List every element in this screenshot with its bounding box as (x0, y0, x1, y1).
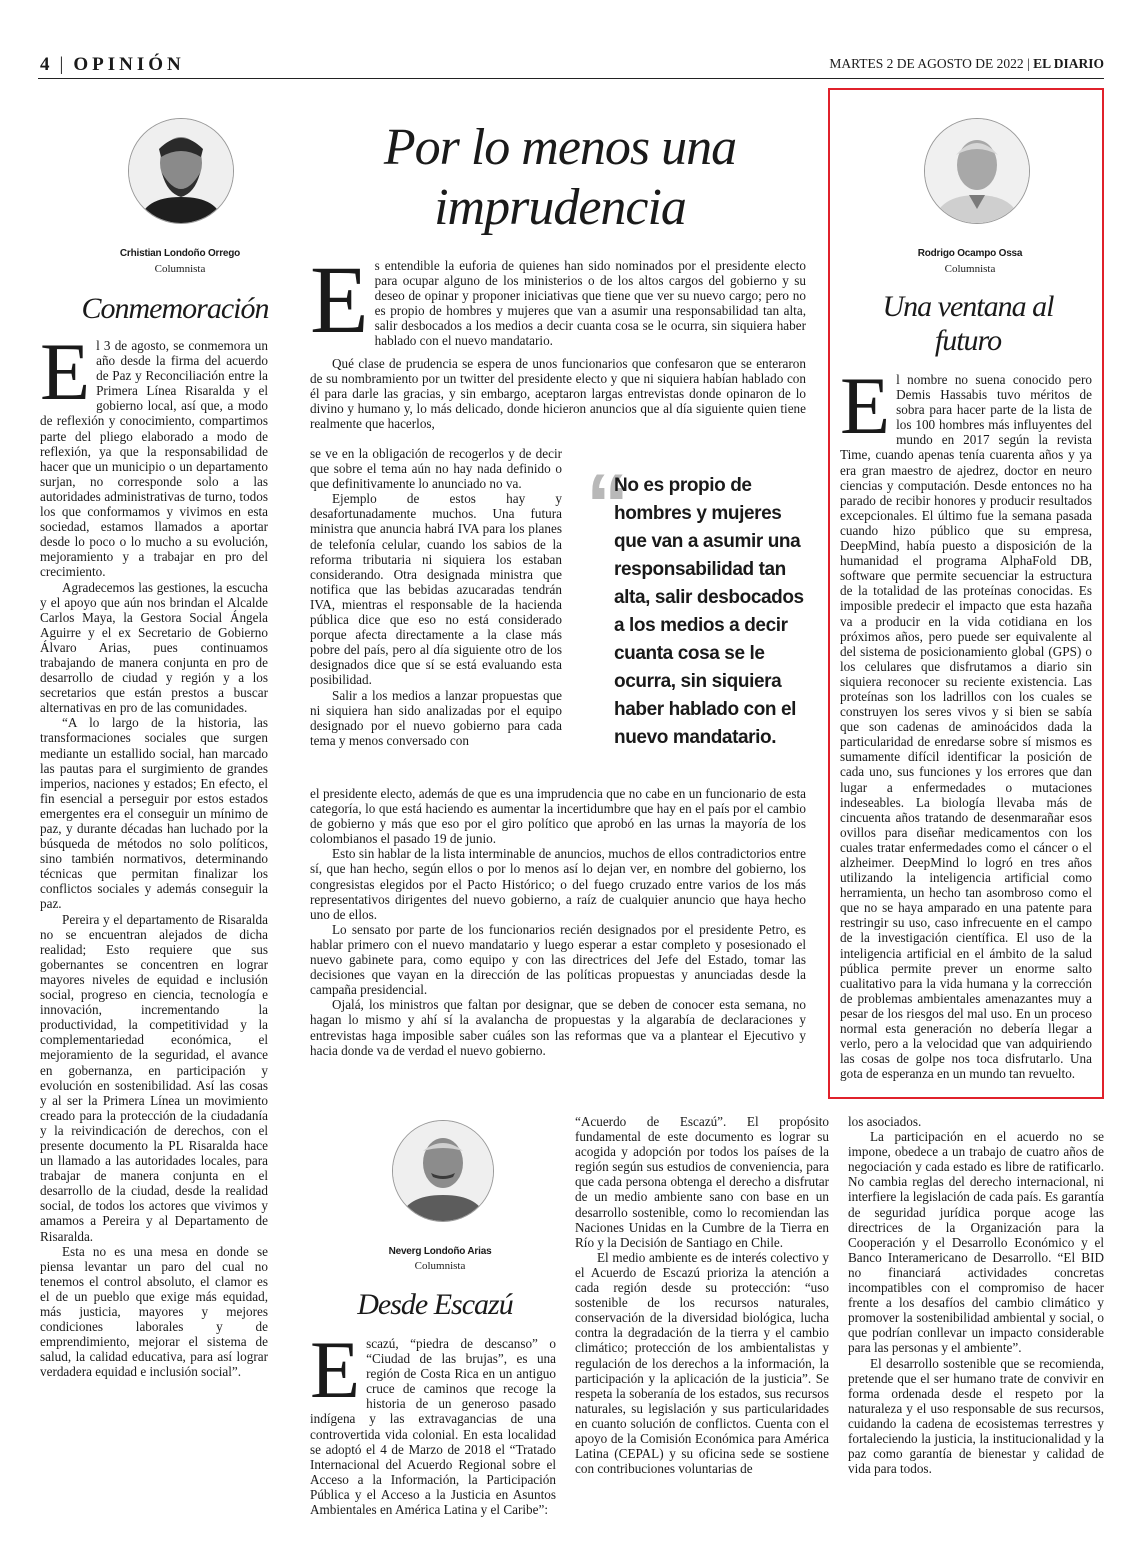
paragraph: “Acuerdo de Escazú”. El propósito fundamental de este documento es lograr su acogida y adopción por todos los países de la región según sus estudios de conveniencia, para que cada persona obtenga el derecho a disfrutar de un medio ambiente sano con base en un desarrollo sostenible, como lo recomiendan las Naciones Unidas en la Cumbre de la Tierra en Río y la Decisión de Santiago en Chile. (575, 1114, 829, 1250)
paragraph: “A lo largo de la historia, las transformaciones sociales que surgen mediante un estallido social, han marcado las pautas para el surgimiento de grandes imperios, naciones y estados; En efecto, el fin esencial a perseguir por estos estados emergentes era el conseguir un mínimo de paz, y durante décadas han luchado por la búsqueda de métodos no solo políticos, sino también normativos, determinando técnicas que permitan finalizar los conflictos sociales y además conseguir la paz. (40, 715, 268, 912)
paragraph: Agradecemos las gestiones, la escucha y el apoyo que aún nos brindan el Alcalde Carlos Maya, la Gestora Social Ángela Aguirre y el ex Secretario de Gobierno Álvaro Arias, pues continuamos trabajando de manera conjunta en pro de desarrollo de ciudad y región y a los secretarios que están prestos a buscar alternativas en pro de las comunidades. (40, 579, 268, 716)
main-article-narrow-column: se ve en la obligación de recogerlos y de decir que sobre el tema aún no hay nada definido o que definitivamente lo anunciado no va. Ejemplo de estos hay y desafortunadamente muchos. Una futura ministra que anuncia habrá IVA para los planes de telefonía celular, cuando los sabios de la reforma tributaria ni siquiera los estaban considerando. Otra designada ministra que notifica que las bebidas azucaradas tendrán IVA, mientras el responsable de la hacienda pública dice que eso no está considerado porque afecta directamente a la clase más pobre del país, pero al día siguiente otro de los designados dice que sí se está evaluando esta posibilidad. Salir a los medios a lanzar propuestas que ni siquiera han sido analizadas por el equipo designado por el nuevo gobierno para cada tema y menos conversado con (310, 446, 562, 748)
quote-mark-icon: “ (586, 457, 629, 553)
author-role-right: Columnista (944, 263, 996, 275)
paragraph: los asociados. (848, 1114, 922, 1129)
paragraph: La participación en el acuerdo no se impone, obedece a un trabajo de cuatro años de negociación y cada estado es libre de ratificarlo. No cambia reglas del derecho internacional, ni interfiere la legislación de cada país. Es garantía de seguridad jurídica porque acoge las directrices de la Organización para la Cooperación y el Desarrollo Económico y el Banco Interamericano de Desarrollo. “El BID no financiará actividades concretas incompatibles con el compromiso de hacer frente a los desafíos del cambio climático y promover la sostenibilidad ambiental y social, o que podrían conllevar un impacto considerable para las personas y el ambiente”. (848, 1129, 1104, 1356)
column-title-bottom: Desde Escazú (357, 1288, 513, 1321)
author-portrait-icon (129, 119, 233, 223)
main-article-title: Por lo menos una imprudencia (383, 119, 737, 236)
header-divider (38, 78, 1104, 79)
page-header-section: 4 | OPINIÓN (40, 54, 185, 75)
drop-cap: E (310, 1336, 361, 1415)
bottom-article-col-2 (575, 1114, 829, 1538)
author-name-right: Rodrigo Ocampo Ossa (917, 248, 1023, 259)
drop-cap: E (40, 338, 91, 417)
column-title-left: Conmemoración (81, 292, 269, 325)
issue-date: MARTES 2 DE AGOSTO DE 2022 (829, 56, 1024, 71)
paragraph: El nombre no suena conocido pero Demis Hassabis tuvo méritos de sobra para hacer parte de la lista de los 100 hombres más influyentes del mundo en 2017 según la revista Time, cuando apenas tenía cuarenta años y ya era gran maestro de ajedrez, doctor en neuro ciencias y computación. Desde entonces no ha parado de recibir honores y producir resultados excepcionales. El último fue la semana pasada cuando hizo público que su empresa, DeepMind, había puesto a disposición de la humanidad el programa AlphaFold DB, software que permite secuenciar la estructura de la totalidad de las proteínas conocidas. Es imposible predecir el impacto que esta hazaña va a producir en la vida cotidiana en los próximos años, pero puede ser equivalente al del sistema de posicionamiento global (GPS) o los celulares que disfrutamos a diario sin siquiera reconocer su reciente existencia. Las proteínas son los ladrillos con los cuales se construyen los seres vivos y si bien se sabía que son cadenas de aminoácidos dada la particularidad de enredarse sobre sí mismos es sumamente difícil identificar la posición de cada uno, sus funciones y los errores que dan lugar a enfermedades o mutaciones indeseables. La biología llevaba más de cincuenta años tratando de desenmarañar esos ovillos para diseñar medicamentos con los cuales tratar enfermedades como el cáncer o el alzheimer. DeepMind lo logró en tres años utilizando la inteligencia artificial como herramienta, un hecho tan asombroso como el que no se haya amparado en una patente para restringir su uso, caso infrecuente en el campo de la investigación científica. El uso de la inteligencia artificial en el ámbito de la salud pública permite prever un enorme salto cualitativo para la vida humana y la corrección de problemas ambientales amenazantes muy a pesar de los riesgos del mal uso. En un proceso normal esta generación no debería llegar a verlo, pero a la velocidad que van adquiriendo las cosas de golpe nos toca disfrutarlo. Una gota de esperanza en un mundo tan revuelto. (840, 372, 1092, 1082)
column-body-right (840, 372, 1092, 1092)
author-photo-left (128, 118, 234, 224)
newspaper-name: EL DIARIO (1033, 56, 1104, 71)
main-article-paragraph-2: Qué clase de prudencia se espera de unos funcionarios que confesaron que se enteraron de su nombramiento por un twitter del presidente electo y que ni siquiera habían hablado con él para darle las gracias, y sin embargo, aceptaron largas entrevistas donde opinaron de lo divino y humano y, lo más delicado, donde hicieron anuncios que al día siguiente quien tiene realmente que hacerlos, (310, 356, 806, 432)
bottom-article-col-1 (310, 1336, 556, 1536)
author-photo-bottom (392, 1120, 494, 1222)
column-title-right: Una ventana al futuro (882, 290, 1054, 357)
paragraph: Es entendible la euforia de quienes han sido nominados por el presidente electo para ocupar alguno de los ministerios o de los altos cargos del gobierno y su deseo de opinar y proponer iniciativas que tiene que ver su nuevo cargo; pero no es propio de hombres y mujeres que van a asumir una responsabilidad tan alta, salir desbocados a los medios a decir cuanta cosa se le ocurra, sin siquiera haber hablado con el nuevo mandatario. (310, 258, 806, 353)
column-body-left (40, 338, 268, 1538)
bottom-article-col-3 (848, 1114, 1104, 1538)
paragraph: Escazú, “piedra de descanso” o “Ciudad de las brujas”, es una región de Costa Rica en un antiguo cruce de caminos que recoge la historia de un generoso pasado indígena y las extravagancias de una controvertida vida colonial. En esta localidad se adoptó el 4 de Marzo de 2018 el “Tratado Internacional del Acuerdo Regional sobre el Acceso a la Información, la Participación Pública y el Acceso a la Justicia en Asuntos Ambientales en América Latina y el Caribe”: (310, 1336, 556, 1518)
main-article-intro (310, 258, 806, 354)
main-article-continuation: el presidente electo, además de que es una imprudencia que no cabe en un funcionario de esta categoría, lo que está haciendo es aumentar la incertidumbre que hay en el país por el cambio de gobierno y más que eso por el giro político que aprobó en las urnas la mayoría de los colombianos el pasado 19 de junio. Esto sin hablar de la lista interminable de anuncios, muchos de ellos contradictorios entre sí, que han hecho, según ellos o por lo menos así lo dejan ver, en nombre del gobierno, los congresistas elegidos por el Pacto Histórico; o del fuego cruzado entre varios de los más representativos dirigentes del nuevo gobierno, a raíz de cualquier anuncio que haya hecho uno de ellos. Lo sensato por parte de los funcionarios recién designados por el presidente Petro, es hablar primero con el nuevo mandatario y luego esperar a estar completo y posesionado el nuevo gabinete para, como equipo y con las directrices del Jefe del Estado, tomar las decisiones que vayan en la dirección de las políticas propuestas y anunciadas desde la campaña presidencial. Ojalá, los ministros que faltan por designar, que se deben de conocer esta semana, no hagan lo mismo y ahí sí la avalancha de propuestas y la algarabía de declaraciones y entrevistas haga imposible saber cuáles son las reformas que va a plantear el Ejecutivo y hacia donde va de verdad el nuevo gobierno. (310, 786, 806, 1058)
paragraph: Esta no es una mesa en donde se piensa levantar un paro del cual no tenemos el control absoluto, el clamor es el de un pueblo que exige más equidad, más justicia, mayores y mejores condiciones laborales y de emprendimiento, mejorar el sistema de salud, la calidad educativa, para así lograr verdadera equidad e inclusión social”. (40, 1243, 268, 1380)
author-role-left: Columnista (154, 263, 206, 275)
author-role-bottom: Columnista (414, 1260, 466, 1272)
paragraph: El medio ambiente es de interés colectivo y el Acuerdo de Escazú prioriza la atención a cada región desde su protección: “uso sostenible de los recursos naturales, conservación de la diversidad biológica, lucha contra la degradación de la tierra y el cambio climático; protección de los ambientalistas y regulación de los derechos a la información, la participación y la aplicación de la justicia”. Se respeta la soberanía de los estados, sus recursos naturales, su legislación y sus particularidades en cuanto solución de conflictos. Cuenta con el apoyo de la Comisión Económica para América Latina (CEPAL) y su oficina sede se sostiene con contribuciones voluntarias de (575, 1249, 829, 1477)
page-header-date: MARTES 2 DE AGOSTO DE 2022 | EL DIARIO (829, 56, 1104, 71)
author-portrait-icon (925, 119, 1029, 223)
drop-cap: E (840, 372, 891, 451)
paragraph: El desarrollo sostenible que se recomienda, pretende que el ser humano trate de convivir en forma ordenada desde el respeto por la naturaleza y el uso responsable de sus recursos, cuidando la cadena de ecosistemas terrestres y fortaleciendo la justicia, la institucionalidad y la paz como garantía de bienestar y calidad de vida para todos. (848, 1355, 1104, 1477)
section-name: OPINIÓN (73, 54, 185, 75)
paragraph: Pereira y el departamento de Risaralda no se encuentran alejados de dicha realidad; Esto requiere que sus gobernantes se concentren en lograr mayores niveles de equidad e inclusión social, progreso en ciencia, tecnología e innovación, incrementando la productividad, la competitividad y la complementariedad económica, el mejoramiento de la seguridad, el avance en gobernanza, en participación y evolución en sostenibilidad. Así las cosas y al ser la Primera Línea un movimiento creado para la protección de la ciudadanía y la reivindicación de derechos, con el presente documento la PL Risaralda hace un llamado a las autoridades locales, para trabajar de manera conjunta en el desarrollo de la ciudad, desde la realidad social, de todos los actores que vivimos y amamos a Pereira y al Departamento de Risaralda. (40, 911, 268, 1244)
author-name-left: Crhistian Londoño Orrego (119, 248, 241, 259)
author-photo-right (924, 118, 1030, 224)
paragraph: El 3 de agosto, se conmemora un año desde la firma del acuerdo de Paz y Reconciliación entre la Primera Línea Risaralda y el gobierno local, así que, a modo de reflexión y conocimiento, compartimos parte del pliego elaborado a modo de reflexión, ya que la responsabilidad de hacer que un municipio o un departamento surjan, no corresponde solo a las autoridades administrativas de turno, todos los que conformamos y vivimos en esta sociedad, estamos llamados a aportar desde lo poco o lo mucho a su evolución, mejoramiento y a trabajar en pro del crecimiento. (40, 338, 268, 580)
page-number: 4 (40, 54, 54, 75)
author-name-bottom: Neverg Londoño Arias (388, 1246, 492, 1257)
pull-quote: No es propio de hombres y mujeres que van a asumir una responsabilidad tan alta, salir desbocados a los medios a decir cuanta cosa se le ocurra, sin siquiera haber hablado con el nuevo mandatario. (614, 475, 804, 748)
author-portrait-icon (393, 1121, 493, 1221)
drop-cap: E (310, 258, 369, 353)
